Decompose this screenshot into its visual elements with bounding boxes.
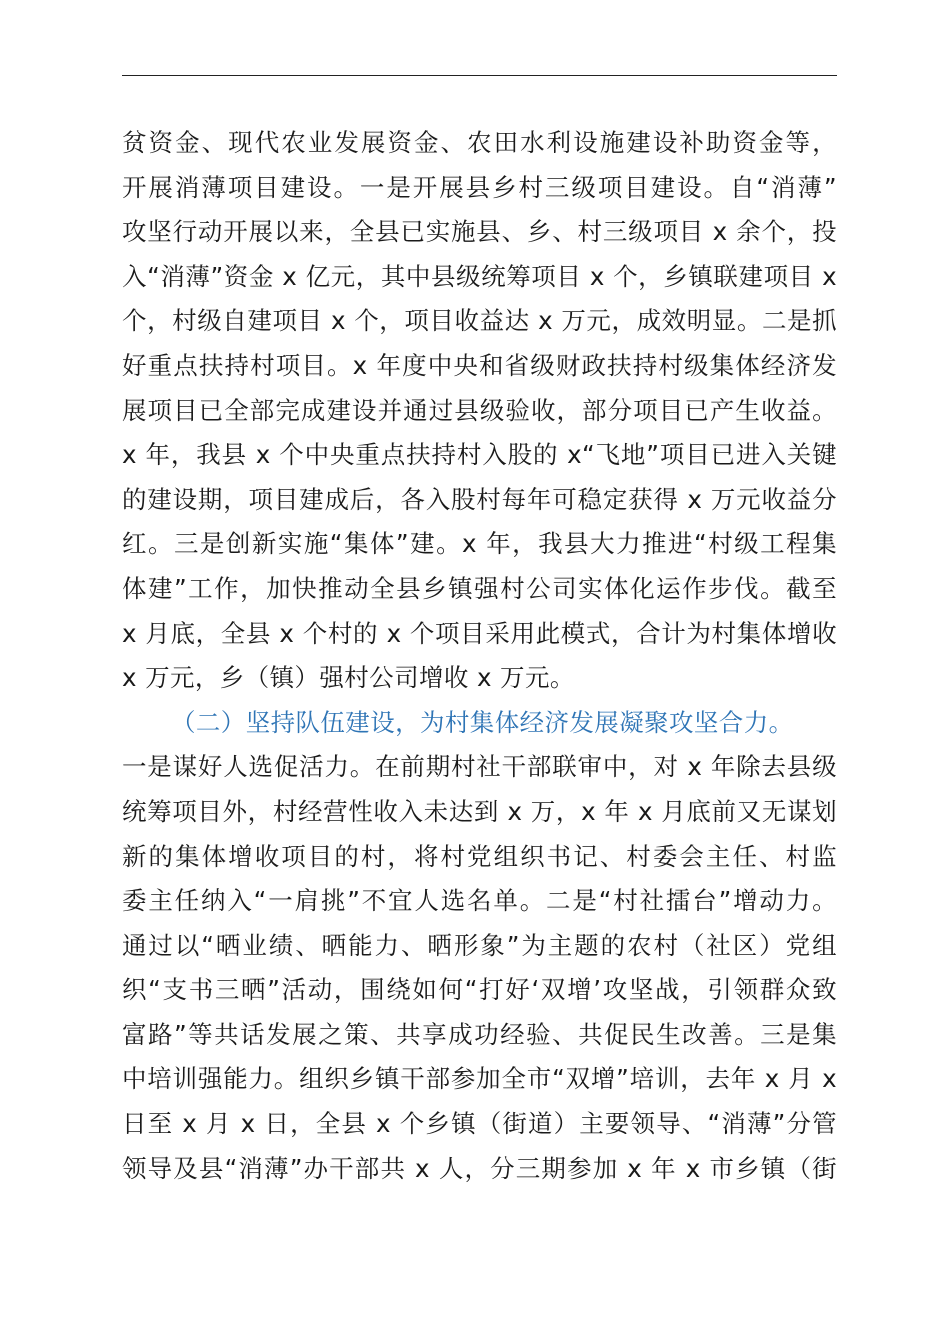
paragraph-line: 攻坚行动开展以来，全县已实施县、乡、村三级项目 x 余个，投 [122,217,837,247]
paragraph-line: x 年，我县 x 个中央重点扶持村入股的 x“飞地”项目已进入关键 [122,440,837,470]
paragraph-line: 贫资金、现代农业发展资金、农田水利设施建设补助资金等， [122,128,837,157]
paragraph-line: 领导及县“消薄”办干部共 x 人，分三期参加 x 年 x 市乡镇（街 [122,1153,837,1183]
body-text [122,121,837,1191]
paragraph-line: 红。三是创新实施“集体”建。x 年，我县大力推进“村级工程集 [122,529,837,559]
paragraph-line: 一是谋好人选促活力。在前期村社干部联审中，对 x 年除去县级 [122,752,837,782]
paragraph-line: 体建”工作，加快推动全县乡镇强村公司实体化运作步伐。截至 [122,573,837,603]
paragraph-line: 富路”等共话发展之策、共享成功经验、共促民生改善。三是集 [122,1019,837,1049]
paragraph-line: x 万元，乡（镇）强村公司增收 x 万元。 [122,663,575,693]
paragraph-line: 好重点扶持村项目。x 年度中央和省级财政扶持村级集体经济发 [122,350,837,380]
paragraph-line: 开展消薄项目建设。一是开展县乡村三级项目建设。自“消薄” [122,172,837,202]
header-rule [122,75,837,76]
paragraph-line: x 月底，全县 x 个村的 x 个项目采用此模式，合计为村集体增收 [122,618,837,648]
paragraph-line: 日至 x 月 x 日，全县 x 个乡镇（街道）主要领导、“消薄”分管 [122,1109,837,1139]
paragraph-line: 委主任纳入“一肩挑”不宜人选名单。二是“村社擂台”增动力。 [122,886,837,916]
paragraph-line: 统筹项目外，村经营性收入未达到 x 万，x 年 x 月底前又无谋划 [122,796,837,826]
section-heading: （二）坚持队伍建设，为村集体经济发展凝聚攻坚合力。 [171,707,794,737]
paragraph-line: 织“支书三晒”活动，围绕如何“打好‘双增’攻坚战，引领群众致 [122,975,837,1005]
paragraph-line: 的建设期，项目建成后，各入股村每年可稳定获得 x 万元收益分 [122,484,837,514]
paragraph-line: 个，村级自建项目 x 个，项目收益达 x 万元，成效明显。二是抓 [122,306,837,336]
paragraph-line: 中培训强能力。组织乡镇干部参加全市“双增”培训，去年 x 月 x [122,1064,837,1094]
paragraph-line: 通过以“晒业绩、晒能力、晒形象”为主题的农村（社区）党组 [122,930,837,960]
paragraph-line: 入“消薄”资金 x 亿元，其中县级统筹项目 x 个，乡镇联建项目 x [122,261,837,291]
paragraph-line: 新的集体增收项目的村，将村党组织书记、村委会主任、村监 [122,841,837,871]
paragraph-line: 展项目已全部完成建设并通过县级验收，部分项目已产生收益。 [122,395,837,425]
